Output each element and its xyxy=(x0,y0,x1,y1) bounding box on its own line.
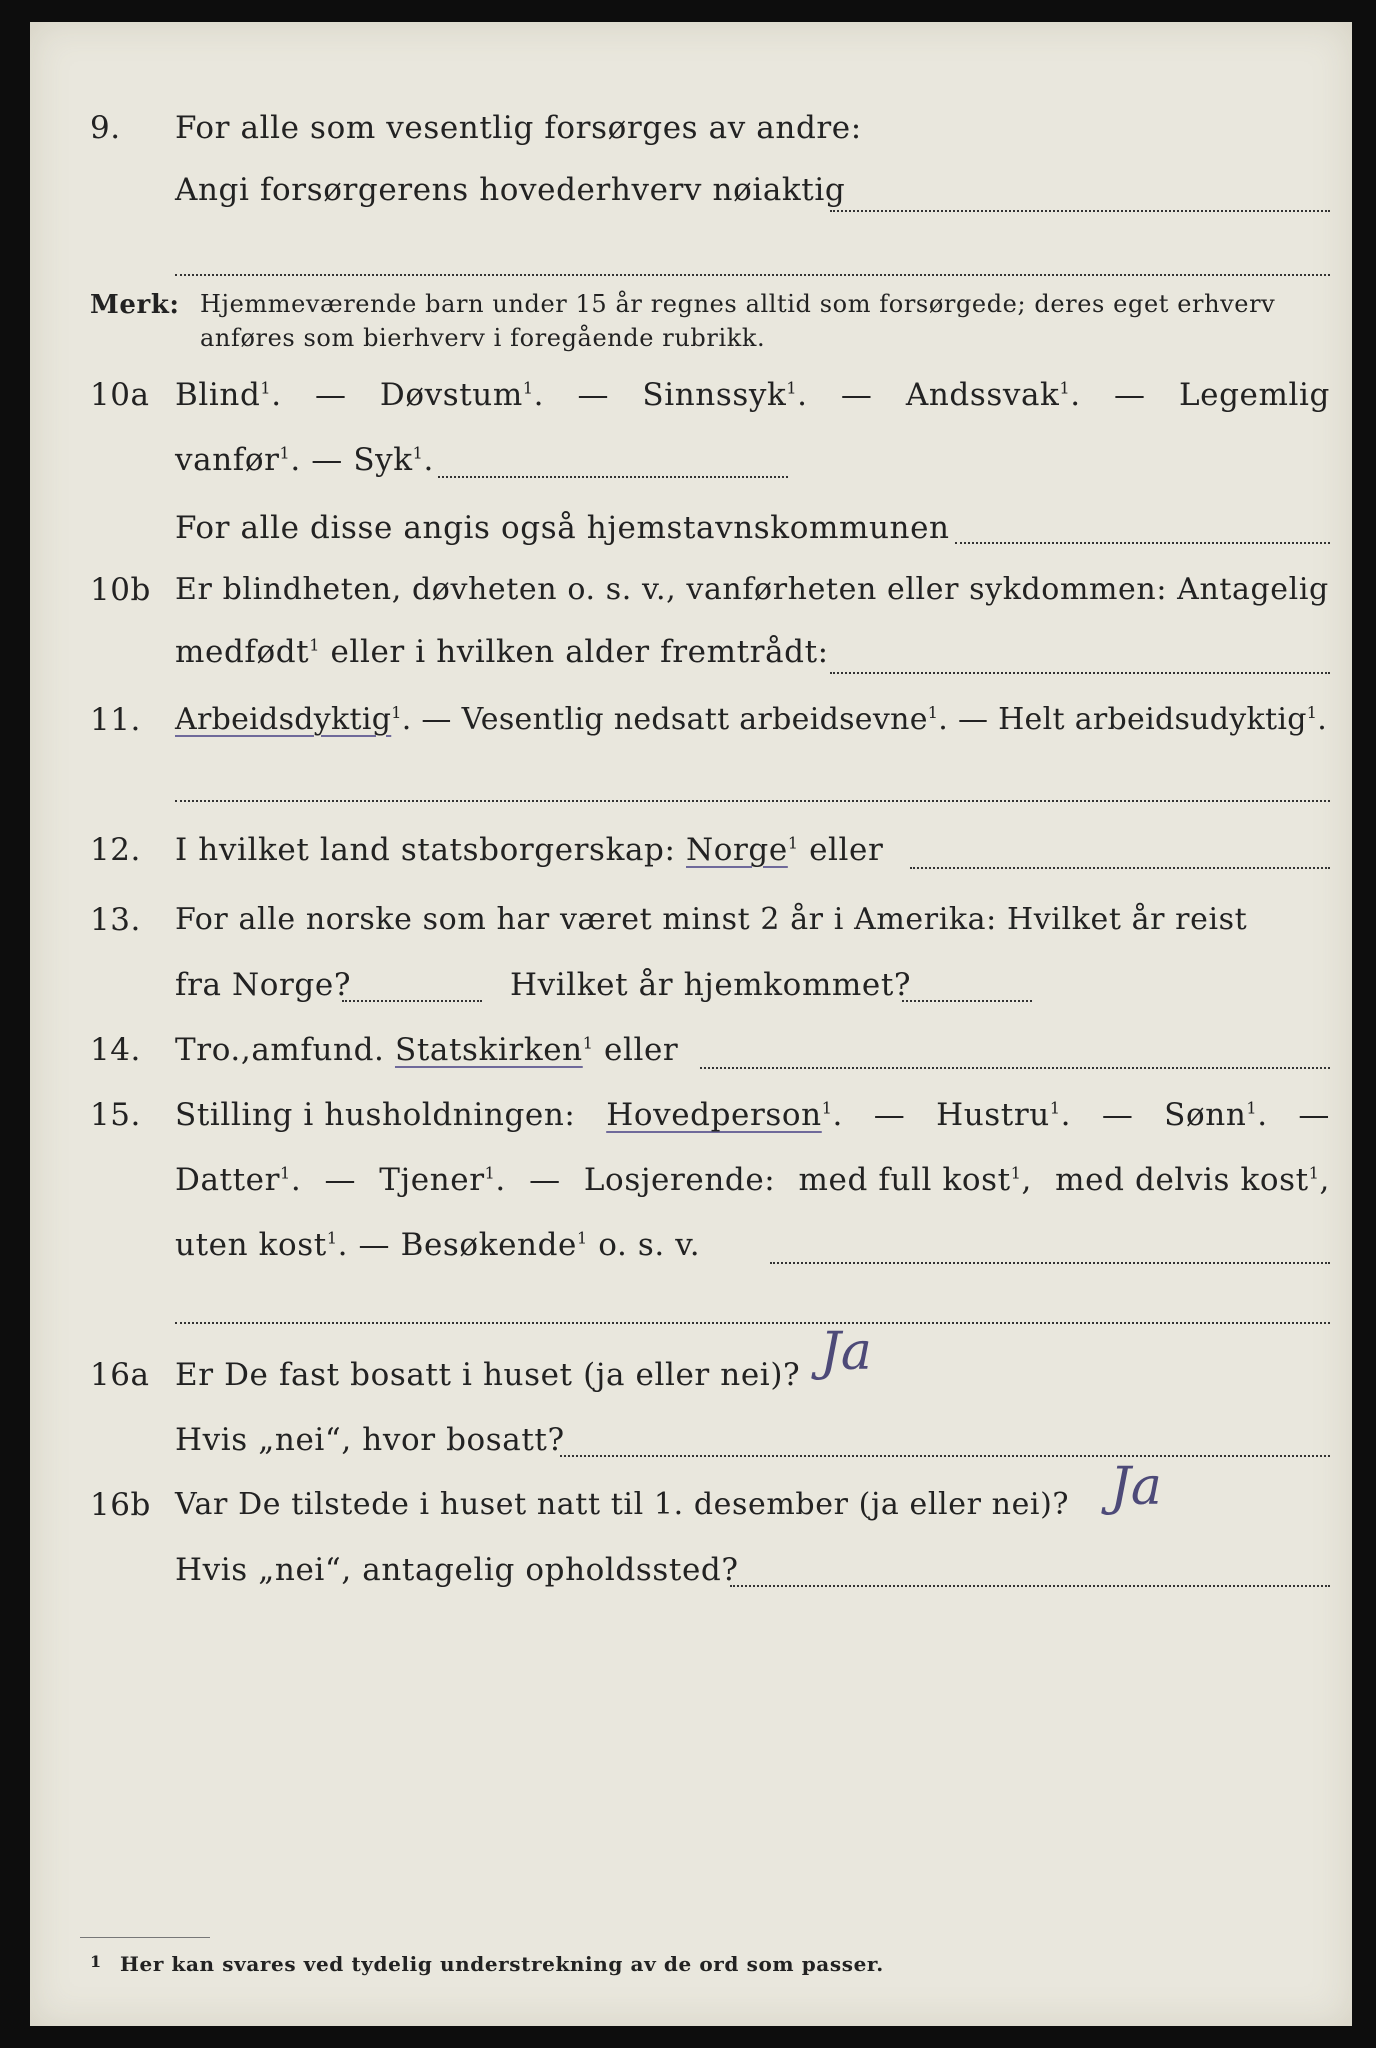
q16b-line2: Hvis „nei“, antagelig opholdssted? xyxy=(175,1552,739,1588)
dash: — xyxy=(314,377,347,413)
q14-answer-line[interactable] xyxy=(700,1067,1330,1069)
q16a-answer-line[interactable] xyxy=(560,1455,1330,1457)
q15-line1: Stilling i husholdningen: Hovedperson$^1$. — Hustru$^1$. — Sønn$^1$. — xyxy=(175,1097,1330,1133)
sup-marker: 1 xyxy=(1010,1163,1022,1183)
sup-marker: 1 xyxy=(412,443,424,463)
sup-marker: 1 xyxy=(582,1033,594,1053)
opt-fullkost[interactable]: med full kost xyxy=(798,1162,1011,1198)
sup-marker: 1 xyxy=(1246,1098,1258,1118)
q16a-line2: Hvis „nei“, hvor bosatt? xyxy=(175,1422,565,1458)
sup-marker: 1 xyxy=(927,703,939,722)
q16a-line1: Er De fast bosatt i huset (ja eller nei)? xyxy=(175,1357,801,1393)
q11-number: 11. xyxy=(90,702,141,738)
dash: — xyxy=(1298,1097,1330,1133)
dash: — xyxy=(1114,377,1146,413)
sup-marker: 1 xyxy=(1306,703,1318,722)
q9-answer-line-2[interactable] xyxy=(175,274,1330,276)
opt-syk[interactable]: Syk xyxy=(353,442,413,478)
q10a-line1: Blind$^1$. — Døvstum$^1$. — Sinnssyk$^1$. — Andssvak$^1$. — Legemlig xyxy=(175,377,1330,413)
q11-line: Arbeidsdyktig$^1$. — Vesentlig nedsatt arbeidsevne$^1$. — Helt arbeidsudyktig$^1$. xyxy=(175,702,1328,737)
opt-norge[interactable]: Norge xyxy=(686,832,788,868)
dash: — xyxy=(577,377,610,413)
opt-blind[interactable]: Blind xyxy=(175,377,261,413)
opt-delviskost[interactable]: med delvis kost xyxy=(1055,1162,1309,1198)
q16a-number: 16a xyxy=(90,1357,150,1393)
opt-hovedperson[interactable]: Hovedperson xyxy=(606,1097,822,1133)
q15-text: Stilling i husholdningen: xyxy=(175,1097,576,1133)
q10b-line2 xyxy=(175,634,829,670)
opt-statskirken[interactable]: Statskirken xyxy=(394,1032,583,1068)
dash: — xyxy=(358,1227,391,1263)
opt-vanfor[interactable]: vanfør xyxy=(175,442,280,478)
sup-marker: 1 xyxy=(787,833,799,853)
sup-marker: 1 xyxy=(391,703,402,722)
opt-utenkost[interactable]: uten kost xyxy=(175,1227,327,1263)
sup-marker: 1 xyxy=(260,378,272,398)
dash: — xyxy=(421,702,452,737)
q15-answer-line-2[interactable] xyxy=(175,1322,1330,1324)
q13-reist-line[interactable] xyxy=(342,1000,482,1002)
q10b-answer-line[interactable] xyxy=(830,672,1330,674)
sup-marker: 1 xyxy=(1049,1098,1061,1118)
opt-andssvak[interactable]: Andssvak xyxy=(905,377,1060,413)
q12-answer-line[interactable] xyxy=(910,867,1330,869)
sup-marker: 1 xyxy=(309,635,321,655)
footnote-marker: 1 xyxy=(90,1952,102,1971)
dash: — xyxy=(840,377,873,413)
q10b-line1: Er blindheten, døvheten o. s. v., vanførheten eller sykdommen: Antagelig xyxy=(175,572,1329,607)
q14-eller: eller xyxy=(604,1032,679,1068)
q13-number: 13. xyxy=(90,902,141,938)
merk-line2: anføres som bierhverv i foregående rubrikk. xyxy=(200,324,766,352)
dash: — xyxy=(873,1097,906,1133)
q12-eller: eller xyxy=(809,832,884,868)
opt-medfodt[interactable]: medfødt xyxy=(175,634,310,670)
merk-line1: Hjemmeværende barn under 15 år regnes alltid som forsørgede; deres eget erhverv xyxy=(200,290,1276,318)
q16b-handwritten-answer[interactable]: Ja xyxy=(1110,1457,1162,1517)
opt-nedsatt[interactable]: Vesentlig nedsatt arbeidsevne xyxy=(461,702,928,737)
opt-dovstum[interactable]: Døvstum xyxy=(379,377,523,413)
q14-line xyxy=(175,1032,678,1068)
opt-hustru[interactable]: Hustru xyxy=(936,1097,1050,1133)
sup-marker: 1 xyxy=(1308,1163,1320,1183)
q14-number: 14. xyxy=(90,1032,141,1068)
q15-line3: uten kost$^1$. — Besøkende$^1$ o. s. v. xyxy=(175,1227,701,1263)
q15-losjerende: Losjerende: xyxy=(583,1162,776,1198)
dash: — xyxy=(1101,1097,1134,1133)
q9-line2: Angi forsørgerens hovederhverv nøiaktig xyxy=(175,172,846,208)
q16b-number: 16b xyxy=(90,1487,151,1523)
sup-marker: 1 xyxy=(786,378,798,398)
q10a-line2: vanfør$^1$. — Syk$^1$. xyxy=(175,442,434,478)
sup-marker: 1 xyxy=(280,1163,291,1183)
sup-marker: 1 xyxy=(1059,378,1071,398)
q10a-kommune-line[interactable] xyxy=(955,542,1330,544)
q13-line2a: fra Norge? xyxy=(175,967,352,1003)
opt-besokende[interactable]: Besøkende xyxy=(400,1227,577,1263)
q10a-line3: For alle disse angis også hjemstavnskommunen xyxy=(175,510,950,546)
opt-datter[interactable]: Datter xyxy=(175,1162,281,1198)
q10b-number: 10b xyxy=(90,572,151,608)
q11-answer-line[interactable] xyxy=(175,800,1330,802)
footnote-divider xyxy=(80,1937,210,1938)
q15-answer-line[interactable] xyxy=(770,1262,1330,1264)
q10a-number: 10a xyxy=(90,377,150,413)
q14-trossamfund: Tro.,amfund. xyxy=(175,1032,385,1068)
sup-marker: 1 xyxy=(279,443,291,463)
dash: — xyxy=(324,1162,357,1198)
q9-line1: For alle som vesentlig forsørges av andre: xyxy=(175,110,862,146)
opt-arbeidsdyktig[interactable]: Arbeidsdyktig xyxy=(175,702,392,737)
q13-line2b: Hvilket år hjemkommet? xyxy=(510,967,912,1003)
census-form-page xyxy=(30,22,1352,2026)
q12-text: I hvilket land statsborgerskap: xyxy=(175,832,676,868)
q15-line2: Datter$^1$. — Tjener$^1$. — Losjerende: med full kost$^1$, med delvis kost$^1$, xyxy=(175,1162,1330,1198)
q16b-answer-line[interactable] xyxy=(730,1585,1330,1587)
sup-marker: 1 xyxy=(576,1228,588,1248)
dash: — xyxy=(957,702,989,737)
sup-marker: 1 xyxy=(522,378,534,398)
q16b-line1: Var De tilstede i huset natt til 1. desember (ja eller nei)? xyxy=(175,1487,1070,1522)
q12-number: 12. xyxy=(90,832,141,868)
q15-osv: o. s. v. xyxy=(598,1227,701,1263)
q13-line1: For alle norske som har været minst 2 år i Amerika: Hvilket år reist xyxy=(175,902,1248,937)
dash: — xyxy=(311,442,343,478)
sup-marker: 1 xyxy=(821,1098,833,1118)
q9-number: 9. xyxy=(90,110,121,146)
q10a-syk-line[interactable] xyxy=(438,476,788,478)
opt-legemlig[interactable]: Legemlig xyxy=(1178,377,1330,413)
q12-line xyxy=(175,832,883,868)
opt-sonn[interactable]: Sønn xyxy=(1164,1097,1247,1133)
sup-marker: 1 xyxy=(484,1163,496,1183)
dash: — xyxy=(529,1162,561,1198)
q10b-alder-text: eller i hvilken alder fremtrådt: xyxy=(330,634,829,670)
merk-label: Merk: xyxy=(90,290,180,320)
opt-tjener[interactable]: Tjener xyxy=(379,1162,485,1198)
opt-sinnssyk[interactable]: Sinnssyk xyxy=(642,377,787,413)
q15-number: 15. xyxy=(90,1097,141,1133)
opt-udyktig[interactable]: Helt arbeidsudyktig xyxy=(998,702,1307,737)
q9-answer-line[interactable] xyxy=(830,210,1330,212)
q13-hjemkommet-line[interactable] xyxy=(902,1000,1032,1002)
q16a-handwritten-answer[interactable]: Ja xyxy=(820,1322,872,1382)
sup-marker: 1 xyxy=(326,1228,338,1248)
footnote-text: Her kan svares ved tydelig understrekning av de ord som passer. xyxy=(120,1952,884,1976)
